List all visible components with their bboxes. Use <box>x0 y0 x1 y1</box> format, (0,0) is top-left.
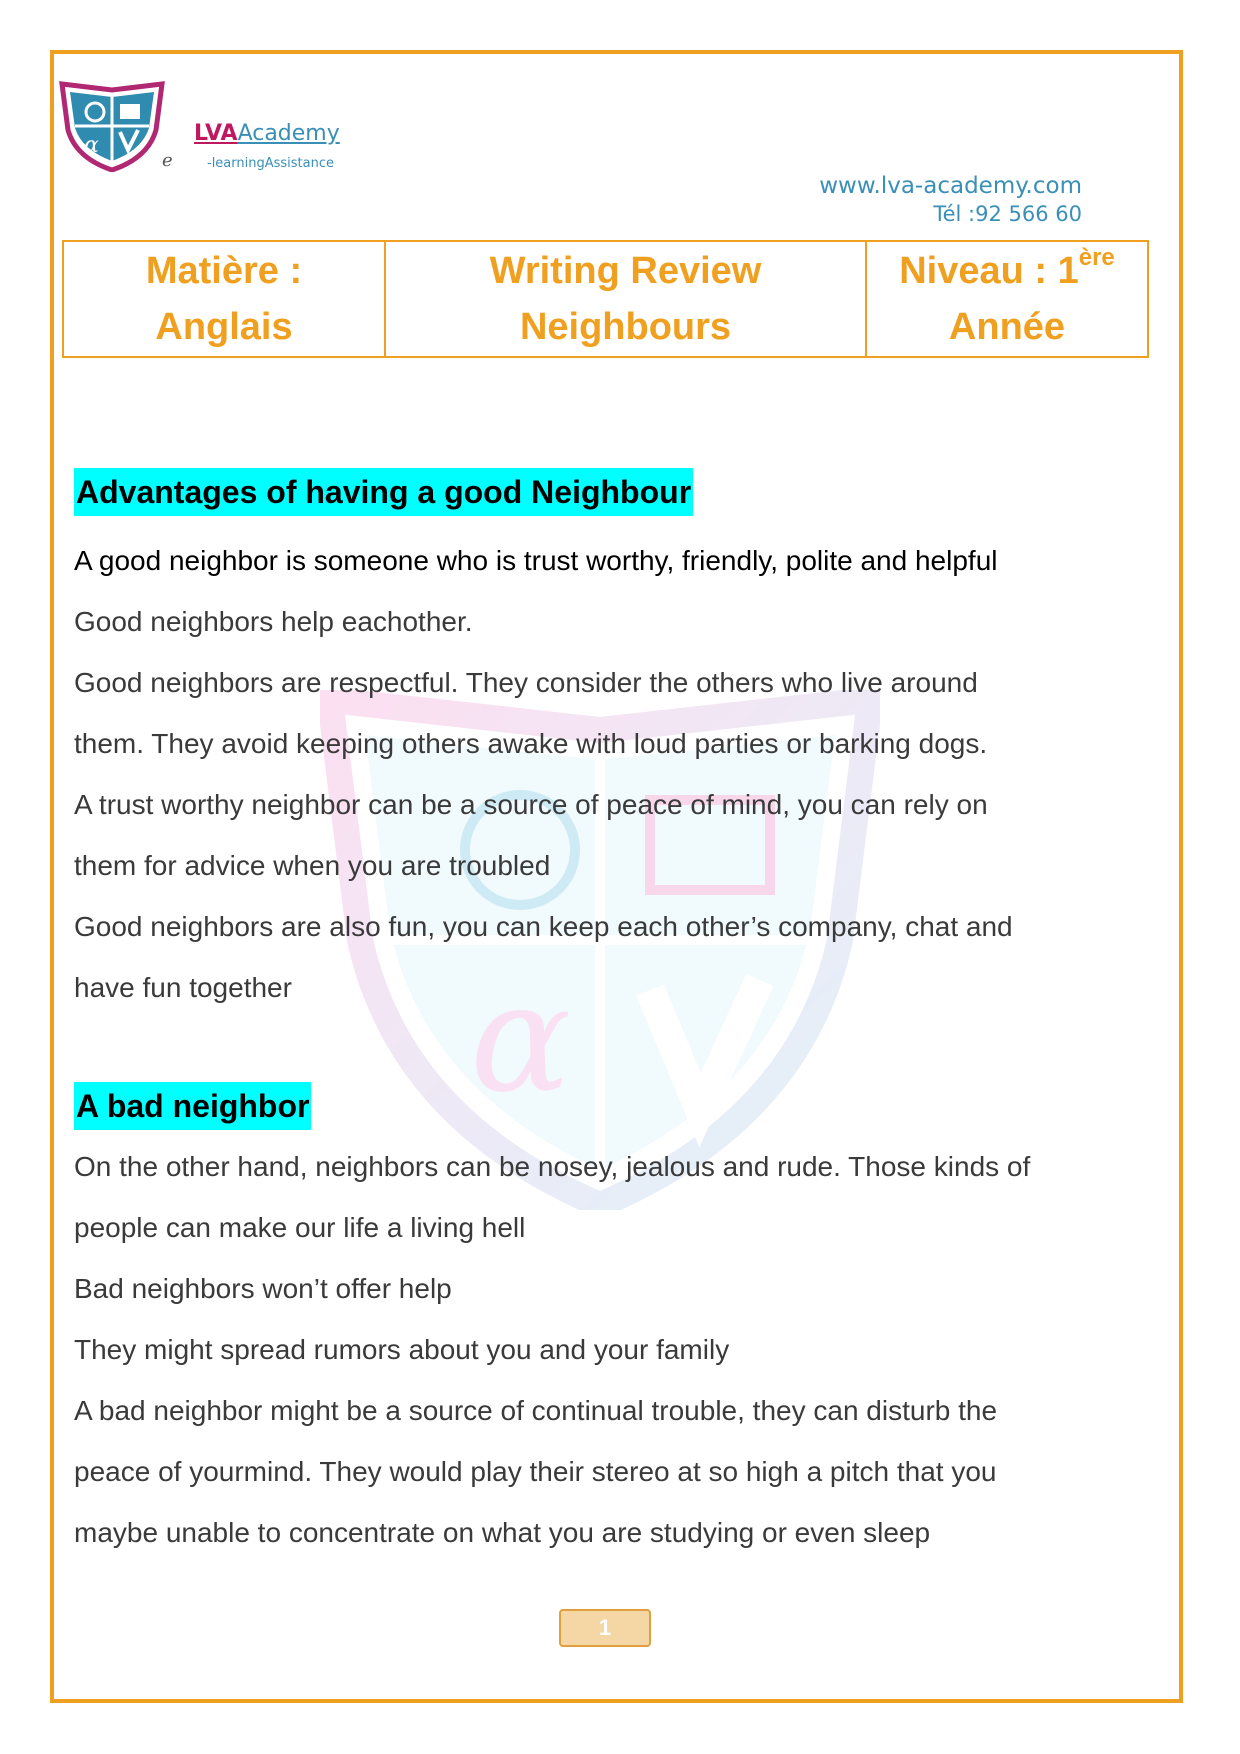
level-cell <box>866 241 1148 357</box>
phone-number: Tél :92 566 60 <box>933 202 1082 226</box>
document-body <box>74 468 1134 1563</box>
subject-label: Matière : <box>145 250 303 292</box>
paragraph-line: They might spread rumors about you and your family <box>74 1334 730 1365</box>
paragraph-line: Good neighbors are respectful. They consider the others who live around <box>74 667 978 698</box>
level-label-text: Niveau : 1 <box>899 250 1079 292</box>
page-number-badge: 1 <box>559 1609 651 1647</box>
title-line2: Neighbours <box>519 306 732 348</box>
paragraph-line: Good neighbors help eachother. <box>74 606 473 637</box>
subject-value: Anglais <box>155 306 293 348</box>
paragraph-line: A bad neighbor might be a source of continual trouble, they can disturb the <box>74 1395 998 1426</box>
lva-academy-logo-icon <box>58 80 166 172</box>
website-link[interactable]: www.lva-academy.com <box>819 173 1082 199</box>
paragraph-line: people can make our life a living hell <box>74 1212 526 1243</box>
paragraph-line: A trust worthy neighbor can be a source of peace of mind, you can rely on <box>74 789 988 820</box>
paragraph-line: them. They avoid keeping others awake with loud parties or barking dogs. <box>74 728 988 759</box>
level-value: Année <box>948 306 1066 348</box>
paragraph-line: A good neighbor is someone who is trust worthy, friendly, polite and helpful <box>74 545 998 576</box>
paragraph-line: Bad neighbors won’t offer help <box>74 1273 452 1304</box>
svg-text:α: α <box>470 952 572 1126</box>
level-label <box>868 243 1146 299</box>
brand-name <box>194 121 340 146</box>
brand-subtitle: -learningAssistance <box>207 156 334 171</box>
brand-name-bold: LVA <box>194 121 238 146</box>
subject-cell <box>63 241 385 357</box>
brand-e-letter: e <box>162 150 173 171</box>
paragraph-line: peace of yourmind. They would play their stereo at so high a pitch that you <box>74 1456 997 1487</box>
title-line1: Writing Review <box>489 250 762 292</box>
paragraph-line: On the other hand, neighbors can be nosey, jealous and rude. Those kinds of <box>74 1151 1031 1182</box>
section-heading-good-neighbour: Advantages of having a good Neighbour <box>74 468 693 516</box>
paragraph-line: Good neighbors are also fun, you can keep each other’s company, chat and <box>74 911 1013 942</box>
svg-text:α: α <box>84 133 99 158</box>
header-table <box>62 240 1149 358</box>
paragraph-line: have fun together <box>74 972 292 1003</box>
paragraph-line: them for advice when you are troubled <box>74 850 551 881</box>
level-superscript: ère <box>1078 244 1115 271</box>
title-cell <box>385 241 866 357</box>
brand-name-rest: Academy <box>237 121 340 146</box>
paragraph-line: maybe unable to concentrate on what you are studying or even sleep <box>74 1517 931 1548</box>
section-heading-bad-neighbor: A bad neighbor <box>74 1082 311 1130</box>
